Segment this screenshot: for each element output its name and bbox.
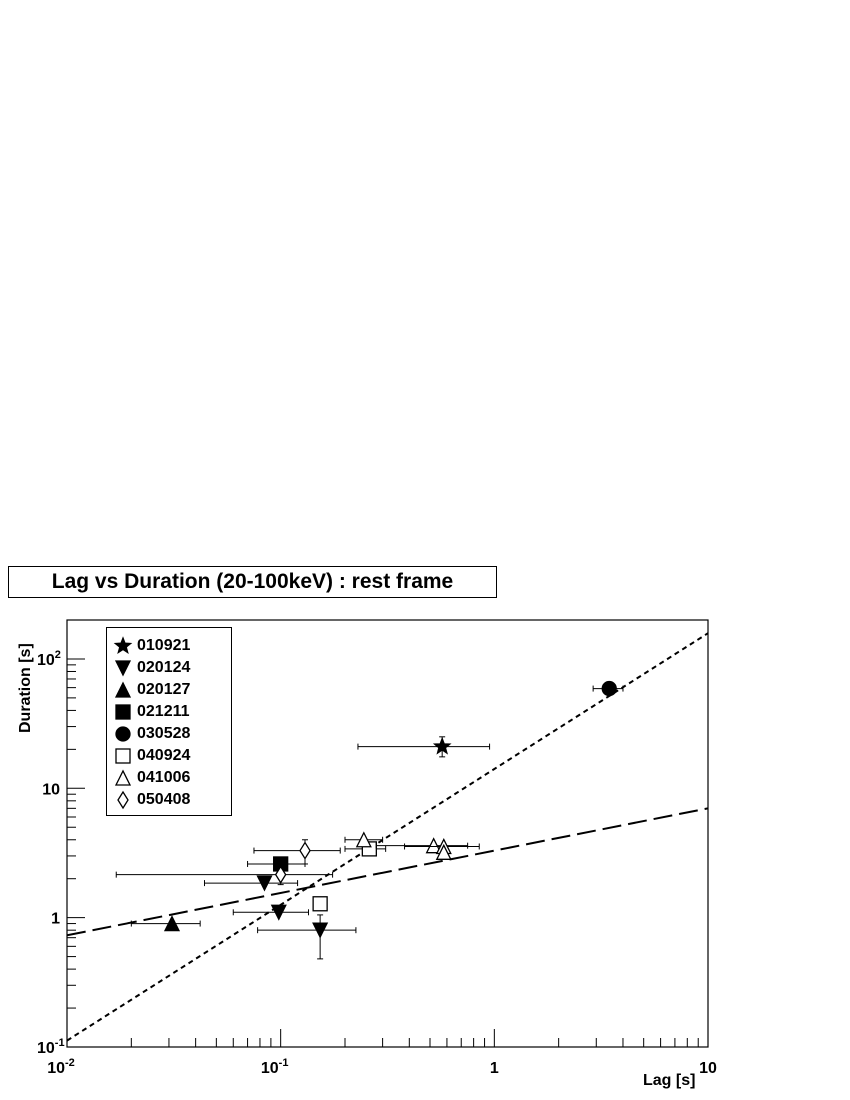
x-tick-label: $10^{-2}$ <box>47 1057 75 1077</box>
data-point-020124 <box>233 905 308 919</box>
circle-filled-marker <box>602 682 616 696</box>
legend-item <box>107 767 231 789</box>
data-point-020124 <box>258 915 356 959</box>
legend-label: 020127 <box>137 681 191 698</box>
legend-label: 050408 <box>137 791 191 808</box>
y-axis-ticks <box>37 620 85 1057</box>
data-point-050408 <box>116 866 332 884</box>
data-point-041006 <box>376 839 467 853</box>
chart-title: Lag vs Duration (20-100keV) : rest frame <box>51 570 454 593</box>
legend-item <box>107 679 231 701</box>
triangle-up-filled-icon <box>107 679 135 701</box>
triangle-up-filled-legend-marker <box>116 683 130 697</box>
data-point-010921 <box>358 737 490 757</box>
diamond-open-icon <box>107 789 135 811</box>
circle-filled-legend-marker <box>116 727 130 741</box>
data-point-030528 <box>593 682 623 696</box>
triangle-down-filled-icon <box>107 657 135 679</box>
x-axis-title: Lag [s] <box>643 1072 696 1089</box>
square-open-marker <box>313 897 327 911</box>
legend-item <box>107 723 231 745</box>
legend-label: 010921 <box>137 637 191 654</box>
x-tick-label: 1 <box>489 1060 499 1077</box>
x-tick-label: $10^{-1}$ <box>260 1057 289 1077</box>
data-point-040924 <box>313 897 327 911</box>
legend-label: 041006 <box>137 769 191 786</box>
triangle-up-open-icon <box>107 767 135 789</box>
legend-item <box>107 745 231 767</box>
square-filled-legend-marker <box>116 705 130 719</box>
triangle-up-open-legend-marker <box>116 771 130 785</box>
x-tick-label: 10 <box>699 1060 717 1077</box>
legend-item <box>107 701 231 723</box>
y-tick-label: 1 <box>51 910 60 928</box>
legend-label: 020124 <box>137 659 191 676</box>
y-tick-label: $10^{-1}$ <box>37 1037 65 1057</box>
data-point-021211 <box>248 857 305 871</box>
y-tick-label: $10^2$ <box>37 648 61 669</box>
legend <box>106 627 232 816</box>
circle-filled-icon <box>107 723 135 745</box>
legend-item <box>107 657 231 679</box>
square-open-icon <box>107 745 135 767</box>
long-dash-fit-line <box>67 808 708 935</box>
legend-item <box>107 789 231 811</box>
square-filled-icon <box>107 701 135 723</box>
data-point-050408 <box>254 840 340 864</box>
diamond-open-marker <box>300 843 310 859</box>
triangle-down-filled-legend-marker <box>116 661 130 675</box>
square-open-legend-marker <box>116 749 130 763</box>
data-point-020127 <box>131 917 200 931</box>
star-filled-legend-marker <box>115 638 130 653</box>
legend-label: 030528 <box>137 725 191 742</box>
legend-label: 021211 <box>137 703 190 720</box>
y-tick-label: 10 <box>42 781 60 799</box>
legend-label: 040924 <box>137 747 191 764</box>
legend-item <box>107 635 231 657</box>
diamond-open-legend-marker <box>118 792 128 808</box>
chart-title-box <box>8 566 497 598</box>
y-axis-title: Duration [s] <box>17 643 34 733</box>
star-filled-icon <box>107 635 135 657</box>
x-axis-ticks <box>47 1029 717 1077</box>
